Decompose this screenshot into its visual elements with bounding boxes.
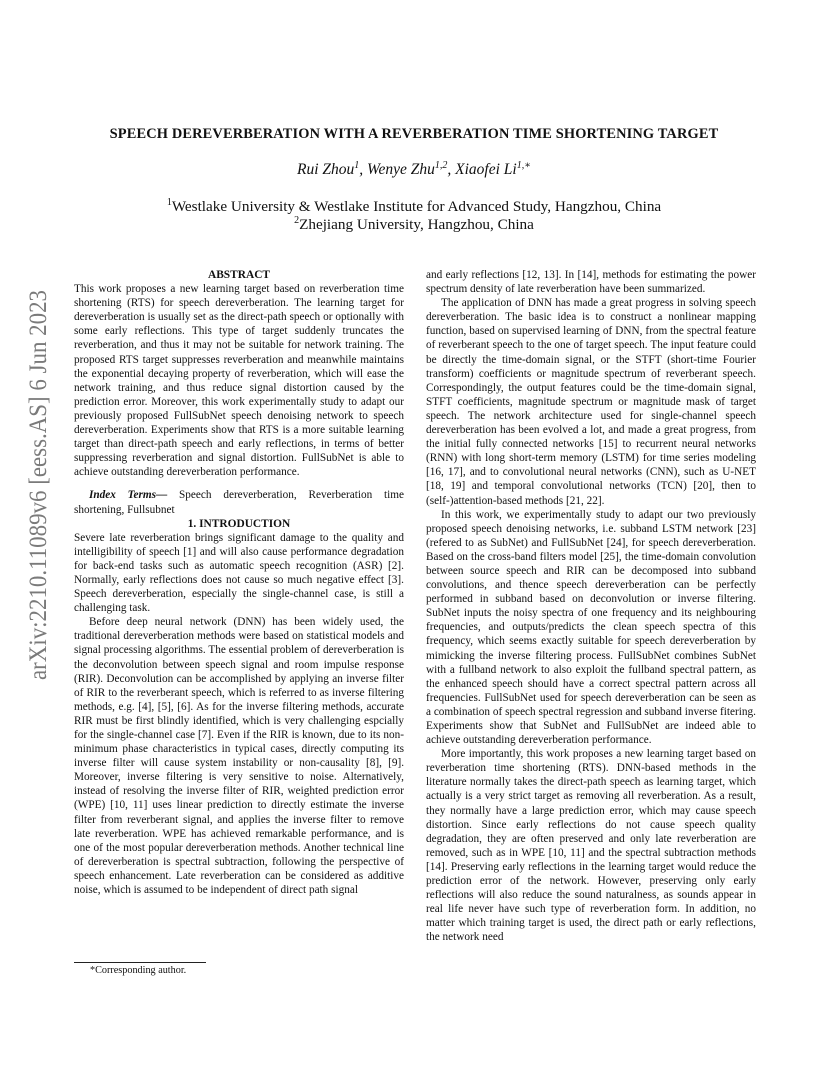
intro-paragraph-3: The application of DNN has made a great progress in solving speech dereverberation. The basic idea is to construct a nonlinear mapping function, based on supervised learning of DNN, from the spectral feature of reverberant speech to the one of target speech. The input feature could be directly the time-domain signal, or the STFT (short-time Fourier transform) coefficients or magnitude spectrum of reverberant speech. Correspondingly, the output features could be the time-domain signal, STFT coefficients, magnitude spectrum or magnitude mask of target speech. The network architecture used for single-channel speech dereverberation has been evolved a lot, and made a great progress, from the initial fully connected networks [15] to recurrent neural networks (RNN) with long short-term memory (LSTM) for time series modeling [16, 17], and to convolutional neural networks (CNN), such as U-NET [18, 19] and temporal convolutional networks (TCN) [20], then to (self-)attention-based methods [21, 22]. [426,297,756,507]
arxiv-identifier-stamp [14,290,58,690]
affiliation-sup: 1 [166,196,172,208]
index-terms-text: Speech dereverberation, Reverberation time shortening, Fullsubnet [74,489,404,516]
author-affil-sup: 1,2 [434,159,448,171]
intro-paragraph-1: Severe late reverberation brings significant damage to the quality and intelligibility of speech [1] and will also cause performance degradation for back-end tasks such as automatic speech recognition (ASR) [2]. Normally, early reflections does not cause so much negative effect [3]. Speech dereverberation, especially the single-channel case, is still a challenging task. [74,531,404,615]
author-name: Wenye Zhu [367,161,435,178]
author-affil-sup: 1,∗ [516,159,532,171]
index-terms-label: Index Terms— [89,489,168,502]
affiliation-text: Westlake University & Westlake Institute for Advanced Study, Hangzhou, China [171,198,662,215]
author-name: Rui Zhou [296,161,355,178]
author-list: Rui Zhou$^1$, Wenye Zhu$^{1,2}$, Xiaofei $Li^{1,∗}$ [296,159,532,178]
footnote-divider [74,962,206,963]
affiliation-1 [0,198,828,216]
introduction-heading: 1. INTRODUCTION [187,517,291,530]
author-affil-sup: 1 [354,159,360,171]
author-name: Xiaofei Li [455,161,517,178]
affiliation-2 [0,216,828,234]
affiliation-sup: 2 [294,214,300,226]
intro-paragraph-2: Before deep neural network (DNN) has been widely used, the traditional dereverberation methods were based on statistical models and signal processing algorithms. The essential problem of dereverberation is the deconvolution between speech signal and room impulse response (RIR). Deconvolution can be accomplished by applying an inverse filter of RIR to the reverberant speech, which is referred to as inverse filtering methods, e.g. [4], [5], [6]. As for the inverse filtering methods, accurate RIR must be first blindly identified, which is very challenging espcially for the single-channel case [7]. Even if the RIR is known, due to its non-minimum phase characteristics in typical cases, directly computing its inverse filter will cause system instability or non-causality [8], [9]. Moreover, inverse filtering is very sensitive to noise. Alternatively, instead of resolving the inverse filter of RIR, weighted prediction error (WPE) [10, 11] uses linear prediction to directly estimate the inverse filter from reverberant signal, and applies the inverse filter to remove late reverberation. WPE has achieved remarkable performance, and is one of the most popular dereverberation methods. Another technical line of dereverberation is spectral subtraction, following the perspective of speech enhancement. Late reverberation can be considered as additive noise, which is assumed to be independent of direct path signal [74,616,404,897]
footnote: *Corresponding author. [90,965,187,976]
abstract-heading: ABSTRACT [207,269,271,281]
index-terms [74,488,404,516]
intro-paragraph-4: In this work, we experimentally study to adapt our two previously proposed speech denoising networks, i.e. subband LSTM network [23] (refered to as SubNet) and FullSubNet [24], for speech dereverberation. Based on the cross-band filters model [25], the time-domain convolution between source speech and RIR can be decomposed into subband convolutions, and thence speech dereverberation can be perfectly performed in subband based on deconvolution or inverse filtering. SubNet inputs the noisy spectra of one frequency and its neighbouring frequencies, and outputs/predicts the clean speech spectra of this frequency, which seems exactly suitable for speech dereverberation by mimicking the inverse filtering process. FullSubNet combines SubNet with a fullband network to also exploit the fullband spectral pattern, as the enhanced speech should have a correct spectral pattern across all frequencies. FullSubNet used for speech dereverberation can be seen as a combination of speech spectral regression and subband inverse fitering. Experiments show that SubNet and FullSubNet are indeed able to achieve outstanding dereverberation performance. [426,508,756,747]
intro-paragraph-5: More importantly, this work proposes a new learning target based on reverberation time shortening (RTS). DNN-based methods in the literature normally takes the direct-path speech as learning target, which actually is a very strict target as removing all reverberation. As a result, they normally have a large prediction error, which may cause speech distortion. Since early reflections do not cause speech quality degradation, they are often preserved and only late reverberation are removed, such as in WPE [10, 11] and the spectral subtraction methods [14]. Preserving early reflections in the learning target would reduce the prediction error of the network. However, preserving only early reflections will also reduce the sound naturalness, as sounds appear in real life never have such type of reverberation form. In addition, no matter which training target is used, the direct path or early reflections, the network need [426,748,756,944]
left-column [74,268,404,897]
arxiv-stamp-text: arXiv:2210.11089v6 [eess.AS] 6 Jun 2023 [25,290,52,680]
paper-title: SPEECH DEREVERBERATION WITH A REVERBERATION TIME SHORTENING TARGET [109,126,719,142]
abstract-text: This work proposes a new learning target based on reverberation time shortening (RTS) for speech dereverberation. The learning target for dereverberation is usually set as the direct-path speech or optionally with some early reflections. This type of target suddenly truncates the reverberation, and thus it may not be suitable for network training. The proposed RTS target suppresses reverberation and meanwhile maintains the exponential decaying property of reverberation, which will ease the network training, and thus reduce signal distortion caused by the prediction error. Moreover, this work experimentally study to adapt our previously proposed FullSubNet speech denoising network to speech dereverberation. Experiments show that RTS is a more suitable learning target than direct-path speech and early reflections, in terms of better suppressing reverberation and signal distortion. FullSubNet is able to achieve outstanding dereverberation performance. [74,283,404,479]
right-column [426,268,756,945]
affiliation-text: Zhejiang University, Hangzhou, China [299,216,534,233]
intro-paragraph-2-continued: and early reflections [12, 13]. In [14], methods for estimating the power spectrum density of late reverberation have been summarized. [426,269,756,296]
